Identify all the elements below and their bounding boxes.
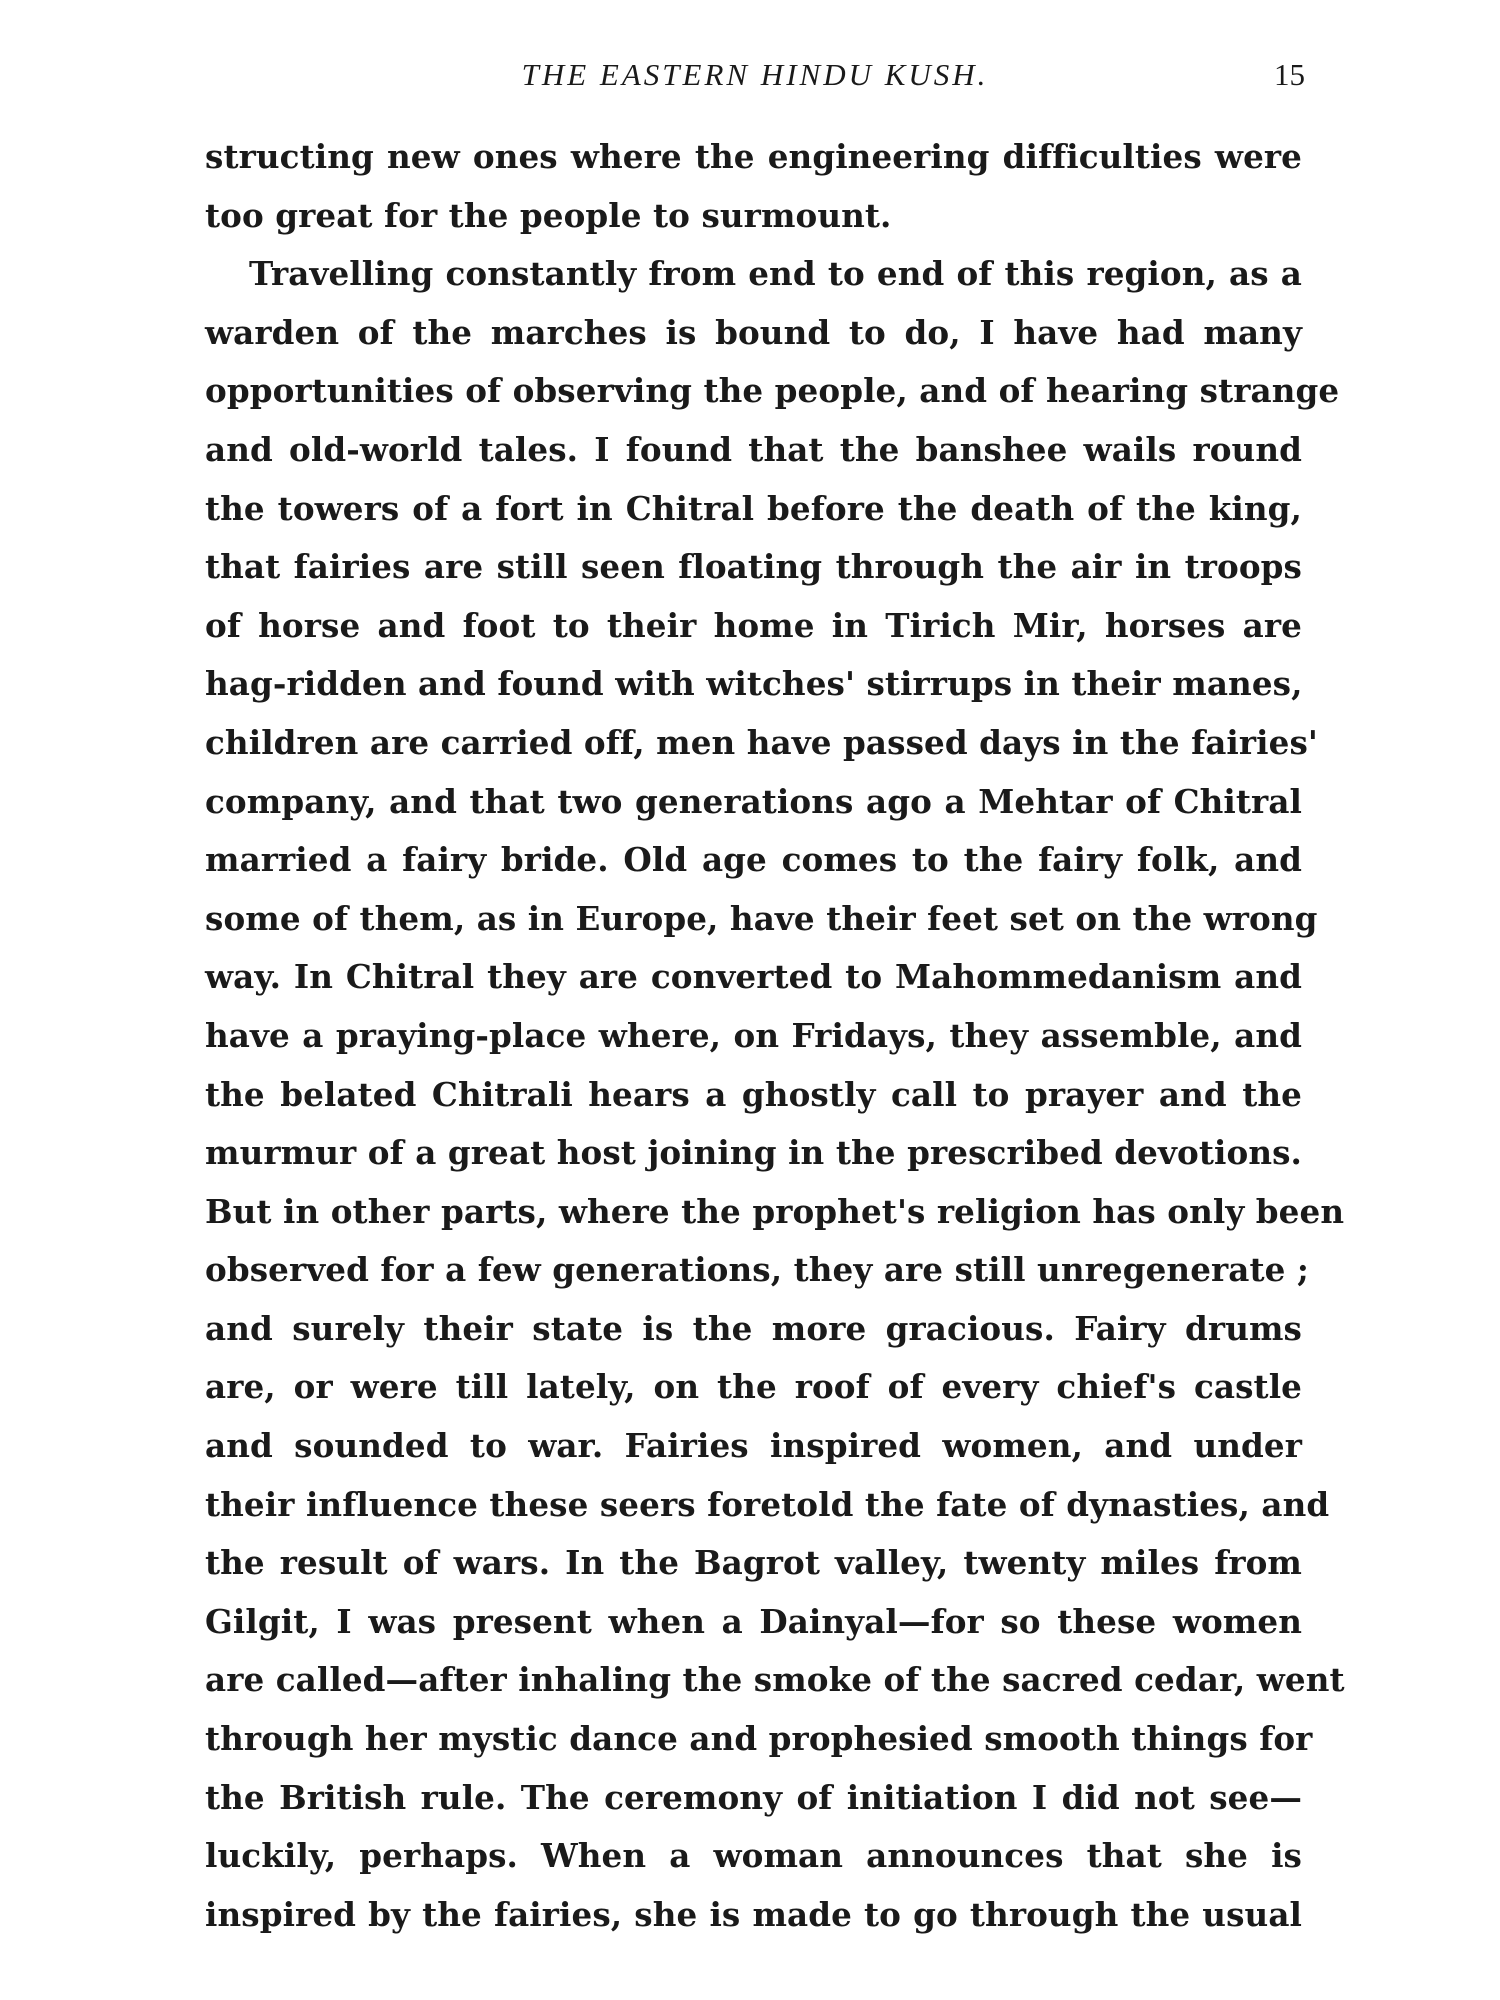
text-line: through her mystic dance and prophesied smooth things for [205, 1719, 1313, 1759]
text-line: Gilgit, I was present when a Dainyal—for so these women [205, 1601, 1302, 1641]
text-line: are, or were till lately, on the roof of every chief's castle [205, 1367, 1302, 1407]
text-line: But in other parts, where the prophet's religion has only been [205, 1191, 1345, 1231]
text-line: the result of wars. In the Bagrot valley, twenty miles from [205, 1543, 1302, 1583]
text-line: observed for a few generations, they are still unregenerate ; [205, 1250, 1310, 1290]
text-line: murmur of a great host joining in the prescribed devotions. [205, 1133, 1302, 1173]
text-line: luckily, perhaps. When a woman announces that she is [205, 1836, 1302, 1876]
text-line: are called—after inhaling the smoke of the sacred cedar, went [205, 1660, 1345, 1700]
text-line: inspired by the fairies, she is made to go through the usual [205, 1894, 1302, 1934]
paragraph-start-line: Travelling constantly from end to end of this region, as a [249, 254, 1302, 294]
body-text [205, 128, 1345, 1944]
text-line: and old-world tales. I found that the banshee wails round [205, 429, 1302, 469]
text-line: the belated Chitrali hears a ghostly call to prayer and the [205, 1074, 1302, 1114]
text-line: warden of the marches is bound to do, I have had many [205, 312, 1302, 352]
text-line: hag-ridden and found with witches' stirrups in their manes, [205, 664, 1303, 704]
text-line: structing new ones where the engineering difficulties were [205, 137, 1302, 176]
text-line: too great for the people to surmount. [205, 195, 892, 235]
text-line: the towers of a fort in Chitral before the death of the king, [205, 488, 1302, 528]
text-line: their influence these seers foretold the fate of dynasties, and [205, 1484, 1330, 1524]
text-line: that fairies are still seen floating through the air in troops [205, 547, 1302, 587]
text-line: company, and that two generations ago a Mehtar of Chitral [205, 781, 1302, 821]
text-line: and surely their state is the more gracious. Fairy drums [205, 1308, 1302, 1348]
running-head [205, 50, 1305, 100]
text-line: way. In Chitral they are converted to Mahommedanism and [205, 957, 1302, 997]
text-line: married a fairy bride. Old age comes to the fairy folk, and [205, 840, 1302, 880]
text-line: the British rule. The ceremony of initiation I did not see— [205, 1777, 1302, 1817]
text-line: have a praying-place where, on Fridays, they assemble, and [205, 1015, 1302, 1055]
text-line: some of them, as in Europe, have their feet set on the wrong [205, 898, 1318, 938]
text-line: children are carried off, men have passed days in the fairies' [205, 722, 1318, 762]
text-line: opportunities of observing the people, and of hearing strange [205, 371, 1340, 411]
running-title: THE EASTERN HINDU KUSH. [521, 57, 989, 92]
text-line: of horse and foot to their home in Tirich Mir, horses are [205, 605, 1302, 645]
page-number: 15 [1274, 57, 1305, 92]
text-line: and sounded to war. Fairies inspired women, and under [205, 1426, 1302, 1466]
